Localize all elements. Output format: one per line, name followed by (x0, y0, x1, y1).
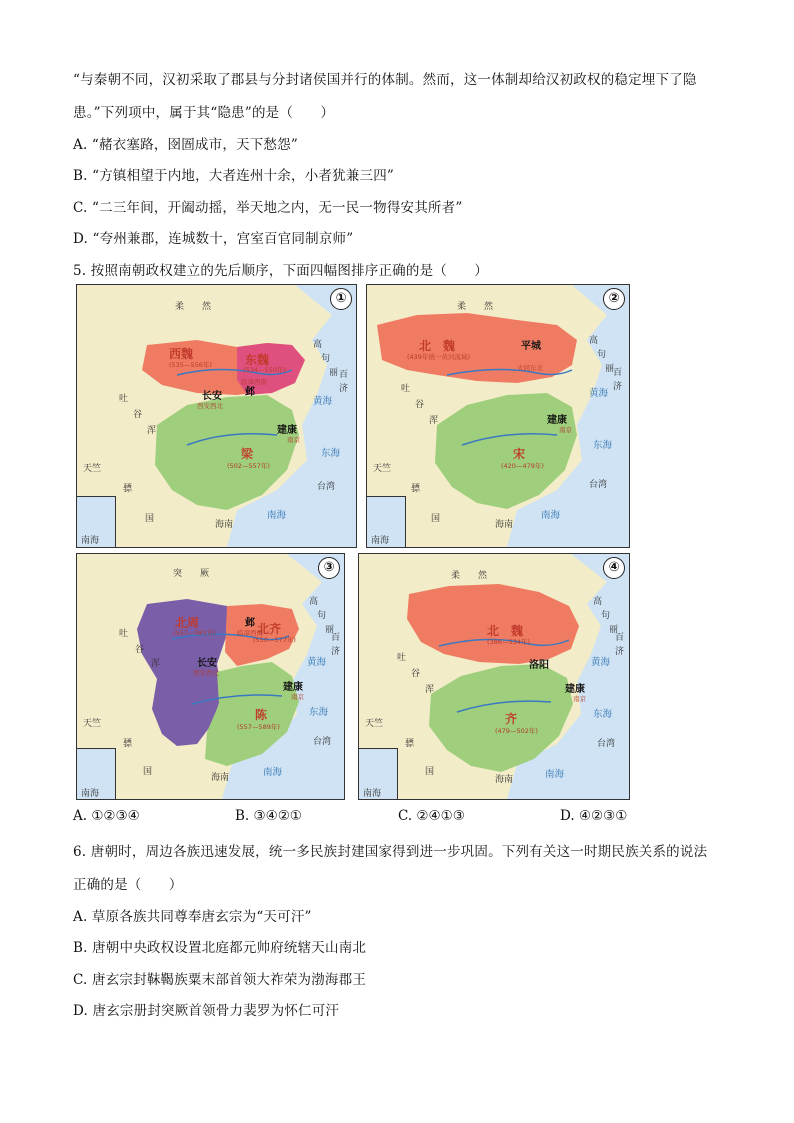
map-2-city-pingcheng-note: 大同东北 (517, 364, 543, 372)
map-2-label: 丽 (605, 364, 615, 374)
q5-option-a: A. ①②③④ (73, 808, 140, 824)
map-3-label: 国 (143, 767, 153, 777)
q5-option-b: B. ③④②① (235, 808, 302, 824)
map-4-kingdom-beiwei: 北 魏 (487, 624, 524, 638)
map-2-label: 谷 (415, 400, 425, 410)
map-4-label: 南海 (363, 789, 382, 799)
map-3 (76, 553, 345, 800)
map-2-label: 高 (589, 336, 599, 346)
map-3-city-changan: 长安 (197, 658, 217, 669)
map-3-kingdom-chen: 陈 (255, 708, 268, 722)
map-2-drawing (367, 285, 629, 547)
map-4-label: 骠 (405, 739, 415, 749)
map-2-label: 浑 (429, 416, 439, 426)
map-4-label: 吐 (397, 653, 407, 663)
map-1-kingdom-liang: 梁 (241, 447, 254, 461)
map-1-kingdom-dongwei: 东魏 (245, 353, 270, 367)
map-4 (358, 553, 630, 800)
q6-option-a: A. 草原各族共同尊奉唐玄宗为“天可汗” (73, 909, 312, 925)
map-1-label: 吐 (119, 394, 129, 404)
q6-stem-line1: 6. 唐朝时，周边各族迅速发展，统一多民族封建国家得到进一步巩固。下列有关这一时期民族关系的说法 (73, 844, 708, 860)
map-4-kingdom-qi: 齐 (505, 712, 518, 726)
map-4-label: 天竺 (365, 719, 384, 729)
map-3-label: 百 (331, 633, 341, 643)
map-2-label: 句 (597, 350, 607, 360)
map-3-label-sea: 南海 (263, 767, 283, 778)
map-2-label: 吐 (401, 384, 411, 394)
q4-option-c: C. “二三年间，开阖动摇，举天地之内，无一民一物得安其所者” (73, 200, 463, 216)
map-4-label: 济 (615, 647, 625, 657)
map-1-label: 浑 (147, 426, 157, 436)
q5-option-d: D. ④②③① (560, 808, 628, 824)
map-2-label: 海南 (495, 520, 514, 530)
map-3-number: ③ (318, 557, 340, 579)
map-4-kingdom-beiwei-years: (386—534年) (487, 638, 530, 646)
map-3-label: 济 (331, 647, 341, 657)
map-2-label: 国 (431, 514, 441, 524)
q4-stem-line2: 患。”下列项中，属于其“隐患”的是（ ） (73, 105, 335, 121)
map-3-kingdom-chen-years: (557—589年) (237, 723, 280, 731)
map-2-label: 台湾 (589, 480, 608, 490)
map-1-top-label: 柔 然 (175, 302, 212, 312)
map-2-kingdom-song: 宋 (513, 447, 526, 461)
map-1-label: 丽 (329, 368, 339, 378)
q4-option-d: D. “夸州兼郡，连城数十，宫室百官同制京师” (73, 231, 354, 247)
map-4-kingdom-qi-years: (479—502年) (495, 727, 538, 735)
map-4-city-luoyang: 洛阳 (529, 660, 549, 671)
map-1-label: 天竺 (83, 464, 102, 474)
map-2-city-jiankang: 建康 (547, 415, 567, 426)
map-2-label-sea: 黄海 (589, 388, 609, 399)
map-4-label: 台湾 (597, 739, 616, 749)
map-3-label-sea: 黄海 (307, 657, 327, 668)
map-1-label: 百 (339, 370, 349, 380)
map-1-city-ye-note: 临漳西南 (241, 378, 267, 386)
map-2-label: 南海 (371, 536, 390, 546)
map-4-city-jiankang: 建康 (565, 684, 585, 695)
q5-stem: 5. 按照南朝政权建立的先后顺序，下面四幅图排序正确的是（ ） (73, 263, 489, 279)
map-2-label-sea: 南海 (541, 510, 561, 521)
map-2-kingdom-song-years: (420—479年) (501, 462, 544, 470)
map-1-kingdom-xiwei-years: (535—556年) (169, 361, 212, 369)
map-4-label: 句 (601, 611, 611, 621)
map-4-label: 丽 (609, 625, 619, 635)
q4-option-a: A. “赭衣塞路，囹圄成市，天下愁怨” (73, 137, 298, 153)
map-1-label: 济 (339, 384, 349, 394)
map-3-city-jiankang: 建康 (283, 682, 303, 693)
map-3-label: 高 (309, 597, 319, 607)
map-2-label: 天竺 (373, 464, 392, 474)
map-2 (366, 284, 630, 548)
map-3-label-sea: 东海 (309, 707, 329, 718)
map-3-label: 南海 (81, 789, 100, 799)
q6-option-c: C. 唐玄宗封靺鞨族粟末部首领大祚荣为渤海郡王 (73, 972, 367, 988)
map-3-label: 谷 (135, 645, 145, 655)
map-4-top-label: 柔 然 (451, 571, 488, 581)
map-2-label: 骠 (411, 484, 421, 494)
map-1-label: 高 (313, 340, 323, 350)
map-1-label: 国 (145, 514, 155, 524)
map-2-label: 济 (613, 382, 623, 392)
q6-stem-line2: 正确的是（ ） (73, 877, 183, 893)
map-3-kingdom-beizhou: 北周 (175, 616, 200, 630)
map-3-label: 句 (317, 611, 327, 621)
map-4-number: ④ (603, 557, 625, 579)
map-2-kingdom-beiwei-years: (439年统一黄河流域) (407, 353, 470, 361)
map-4-label: 高 (593, 597, 603, 607)
map-1-label: 句 (321, 354, 331, 364)
map-4-drawing (359, 554, 629, 799)
map-4-label: 国 (425, 767, 435, 777)
map-1-label-sea: 南海 (267, 510, 287, 521)
map-1-label: 谷 (133, 410, 143, 420)
map-3-label: 台湾 (313, 737, 332, 747)
q5-option-c: C. ②④①③ (398, 808, 465, 824)
map-2-kingdom-beiwei: 北 魏 (419, 339, 456, 353)
q6-option-d: D. 唐玄宗册封突厥首领骨力裴罗为怀仁可汗 (73, 1003, 340, 1019)
map-1-drawing (77, 285, 356, 547)
map-3-kingdom-beiqi: 北齐 (257, 622, 282, 636)
map-1-label-sea: 黄海 (313, 396, 333, 407)
map-3-label: 浑 (151, 659, 161, 669)
map-1-city-jiankang: 建康 (277, 425, 297, 436)
map-3-kingdom-beizhou-years: (557—581年) (173, 629, 216, 637)
map-3-label: 吐 (119, 629, 129, 639)
q4-stem-line1: “与秦朝不同，汉初采取了郡县与分封诸侯国并行的体制。然而，这一体制却给汉初政权的稳定埋下了隐 (73, 72, 697, 88)
map-1-label: 台湾 (317, 482, 336, 492)
map-1-city-ye: 邺 (245, 387, 255, 398)
map-1-label: 骠 (123, 484, 133, 494)
map-4-label-sea: 黄海 (591, 657, 611, 668)
map-4-label-sea: 东海 (593, 709, 613, 720)
map-3-top-label: 突 厥 (173, 569, 210, 579)
map-3-city-changan-note: 西安西北 (193, 669, 219, 677)
map-3-label: 天竺 (83, 719, 102, 729)
map-2-label: 百 (613, 368, 623, 378)
map-3-kingdom-beiqi-years: (550—577年) (253, 636, 296, 644)
map-3-city-ye: 邺 (245, 618, 255, 629)
map-4-city-jiankang-note: 南京 (573, 695, 586, 703)
map-1-number: ① (330, 288, 352, 310)
map-2-city-jiankang-note: 南京 (559, 426, 572, 434)
map-2-city-pingcheng: 平城 (521, 341, 541, 352)
map-1-kingdom-dongwei-years: (534—550年) (243, 366, 286, 374)
map-4-label-sea: 南海 (545, 769, 565, 780)
map-4-label: 浑 (425, 685, 435, 695)
map-3-label: 丽 (325, 625, 335, 635)
map-1-city-jiankang-note: 南京 (287, 436, 300, 444)
q4-option-b: B. “方镇相望于内地，大者连州十余，小者犹兼三四” (73, 168, 395, 184)
map-1-label: 南海 (81, 536, 100, 546)
map-1 (76, 284, 357, 548)
map-2-label-sea: 东海 (593, 440, 613, 451)
map-3-label: 海南 (211, 773, 230, 783)
map-2-top-label: 柔 然 (457, 302, 494, 312)
map-1-label-sea: 东海 (321, 448, 341, 459)
map-2-number: ② (603, 288, 625, 310)
map-3-city-ye-note: 临漳西南 (237, 629, 263, 637)
map-1-kingdom-xiwei: 西魏 (169, 347, 194, 361)
map-1-city-changan: 长安 (202, 391, 222, 402)
q6-option-b: B. 唐朝中央政权设置北庭都元帅府统辖天山南北 (73, 940, 367, 956)
map-1-kingdom-liang-years: (502—557年) (227, 462, 270, 470)
map-3-label: 骠 (123, 739, 133, 749)
map-3-city-jiankang-note: 南京 (291, 693, 304, 701)
map-4-label: 百 (615, 633, 625, 643)
map-4-label: 谷 (411, 669, 421, 679)
map-4-label: 海南 (495, 775, 514, 785)
map-1-label: 海南 (215, 520, 234, 530)
map-1-city-changan-note: 西安西北 (197, 402, 223, 410)
